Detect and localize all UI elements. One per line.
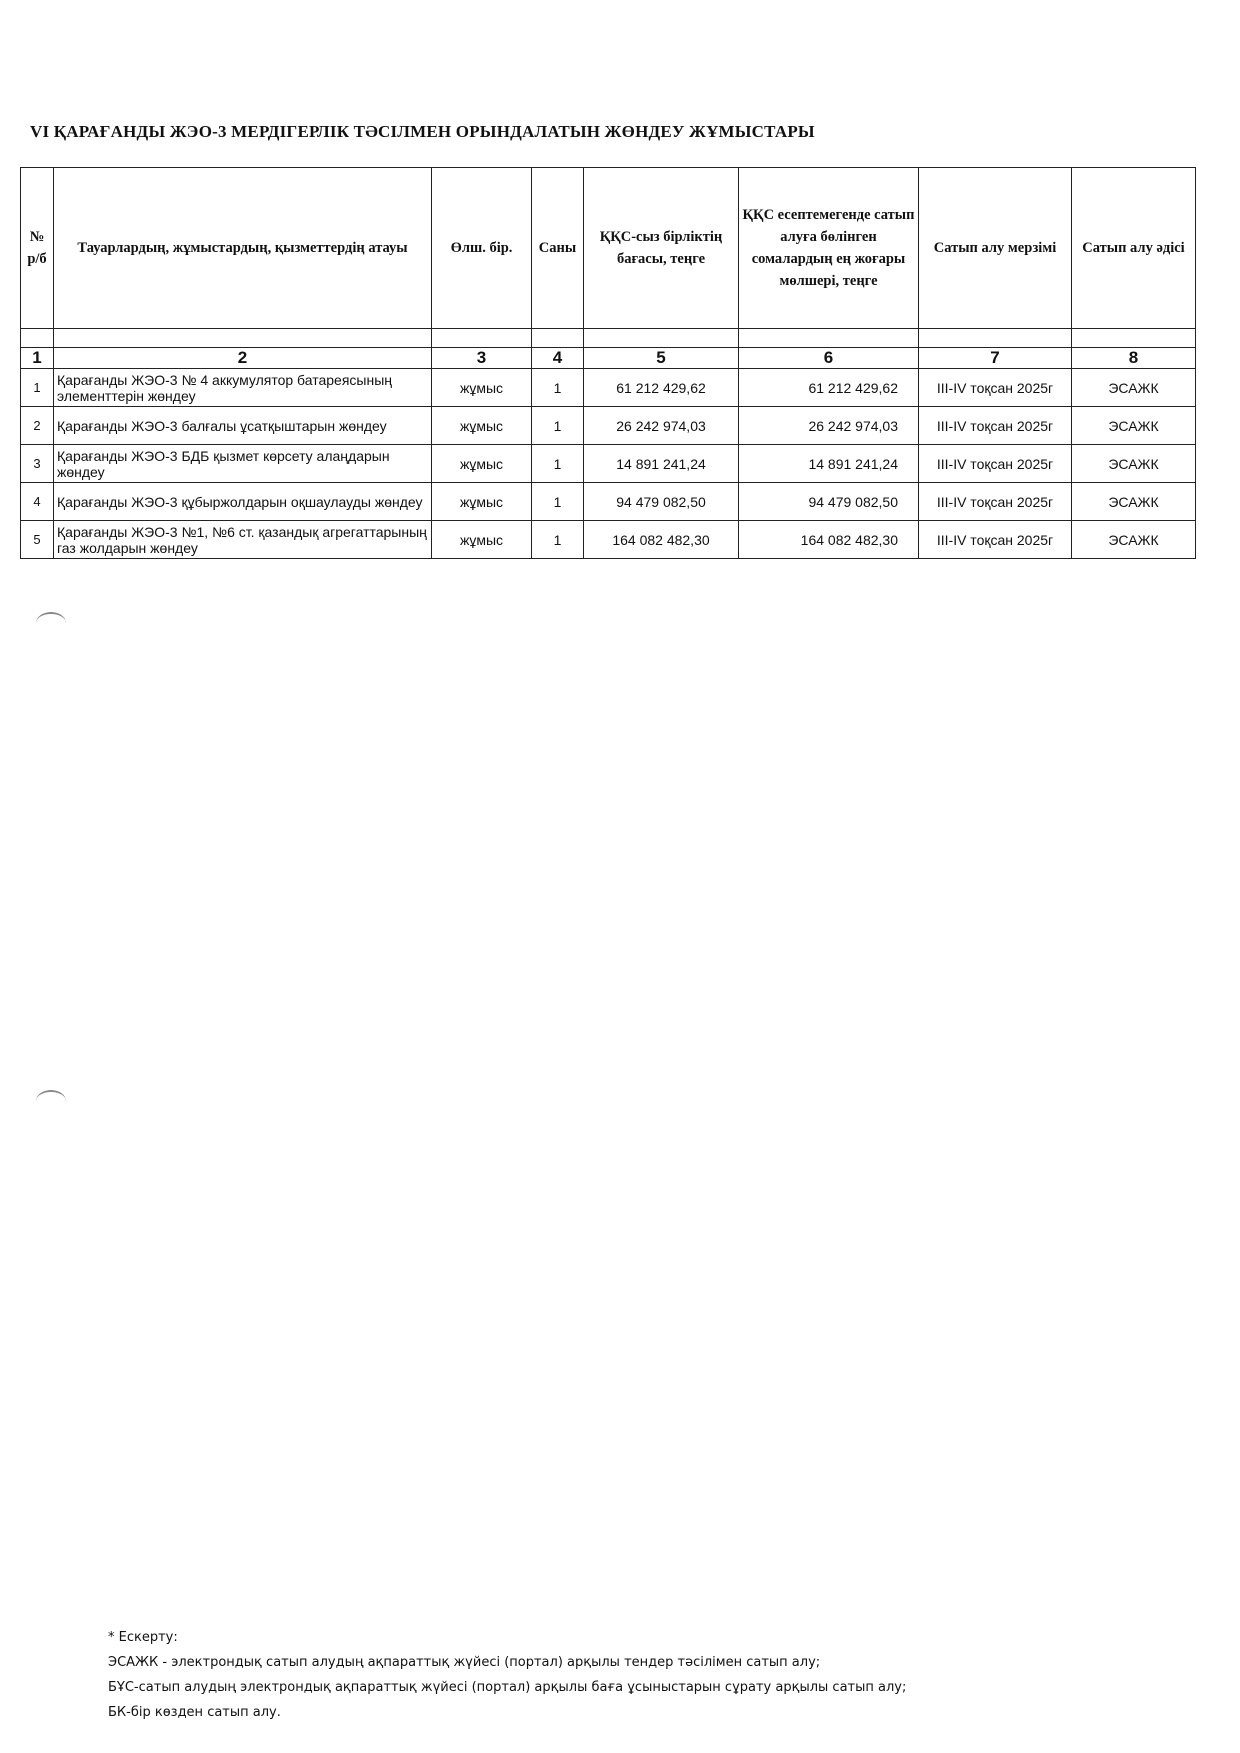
quantity: 1 (532, 407, 584, 445)
header-cell: Сатып алу әдісі (1072, 168, 1196, 329)
header-cell: Өлш. бір. (432, 168, 532, 329)
row-number: 2 (21, 407, 54, 445)
procurement-period: III-IV тоқсан 2025г (919, 445, 1072, 483)
table-row (21, 445, 1196, 483)
item-name: Қарағанды ЖЭО-3 балғалы ұсатқыштарын жөндеу (54, 407, 432, 445)
table-spacer-row (21, 329, 1196, 348)
procurement-method: ЭСАЖК (1072, 521, 1196, 559)
column-number: 8 (1072, 348, 1196, 369)
unit: жұмыс (432, 445, 532, 483)
footnote (108, 1625, 906, 1725)
column-number: 2 (54, 348, 432, 369)
table-header-row (21, 168, 1196, 329)
unit: жұмыс (432, 407, 532, 445)
procurement-method: ЭСАЖК (1072, 369, 1196, 407)
quantity: 1 (532, 369, 584, 407)
column-number: 6 (739, 348, 919, 369)
procurement-method: ЭСАЖК (1072, 483, 1196, 521)
column-number: 7 (919, 348, 1072, 369)
item-name: Қарағанды ЖЭО-3 № 4 аккумулятор батареясының элементтерін жөндеу (54, 369, 432, 407)
max-amount: 61 212 429,62 (739, 369, 919, 407)
row-number: 5 (21, 521, 54, 559)
max-amount: 14 891 241,24 (739, 445, 919, 483)
row-number: 4 (21, 483, 54, 521)
column-number: 3 (432, 348, 532, 369)
unit-price: 26 242 974,03 (584, 407, 739, 445)
procurement-method: ЭСАЖК (1072, 407, 1196, 445)
footnote-heading: * Ескерту: (108, 1630, 178, 1645)
header-cell: № р/б (21, 168, 54, 329)
table-row (21, 407, 1196, 445)
quantity: 1 (532, 483, 584, 521)
procurement-period: III-IV тоқсан 2025г (919, 483, 1072, 521)
footnote-line: БК-бір көзден сатып алу. (108, 1705, 281, 1720)
item-name: Қарағанды ЖЭО-3 №1, №6 ст. қазандық агрегаттарының газ жолдарын жөндеу (54, 521, 432, 559)
column-number: 1 (21, 348, 54, 369)
quantity: 1 (532, 445, 584, 483)
punch-hole-mark (36, 612, 66, 634)
unit-price: 61 212 429,62 (584, 369, 739, 407)
table-row (21, 483, 1196, 521)
document-title: VI ҚАРАҒАНДЫ ЖЭО-3 МЕРДІГЕРЛІК ТӘСІЛМЕН ОРЫНДАЛАТЫН ЖӨНДЕУ ЖҰМЫСТАРЫ (30, 122, 815, 141)
table-row (21, 521, 1196, 559)
procurement-period: III-IV тоқсан 2025г (919, 407, 1072, 445)
header-cell: Сатып алу мерзімі (919, 168, 1072, 329)
procurement-method: ЭСАЖК (1072, 445, 1196, 483)
unit-price: 94 479 082,50 (584, 483, 739, 521)
max-amount: 164 082 482,30 (739, 521, 919, 559)
column-number: 4 (532, 348, 584, 369)
row-number: 1 (21, 369, 54, 407)
procurement-table (20, 167, 1196, 559)
footnote-line: ЭСАЖК - электрондық сатып алудың ақпараттық жүйесі (портал) арқылы тендер тәсілімен сатып алу; (108, 1655, 821, 1670)
header-cell: Тауарлардың, жұмыстардың, қызметтердің атауы (54, 168, 432, 329)
header-cell: ҚҚС есептемегенде сатып алуға бөлінген сомалардың ең жоғары мөлшері, теңге (739, 168, 919, 329)
unit: жұмыс (432, 521, 532, 559)
column-number: 5 (584, 348, 739, 369)
procurement-period: III-IV тоқсан 2025г (919, 521, 1072, 559)
unit-price: 164 082 482,30 (584, 521, 739, 559)
row-number: 3 (21, 445, 54, 483)
table-row (21, 369, 1196, 407)
procurement-period: III-IV тоқсан 2025г (919, 369, 1072, 407)
footnote-line: БҰС-сатып алудың электрондық ақпараттық жүйесі (портал) арқылы баға ұсыныстарын сұрату арқылы сатып алу; (108, 1680, 907, 1695)
quantity: 1 (532, 521, 584, 559)
header-cell: ҚҚС-сыз бірліктің бағасы, теңге (584, 168, 739, 329)
column-number-row (21, 348, 1196, 369)
unit: жұмыс (432, 483, 532, 521)
max-amount: 94 479 082,50 (739, 483, 919, 521)
item-name: Қарағанды ЖЭО-3 БДБ қызмет көрсету алаңдарын жөндеу (54, 445, 432, 483)
unit: жұмыс (432, 369, 532, 407)
unit-price: 14 891 241,24 (584, 445, 739, 483)
max-amount: 26 242 974,03 (739, 407, 919, 445)
punch-hole-mark (36, 1090, 66, 1112)
header-cell: Саны (532, 168, 584, 329)
item-name: Қарағанды ЖЭО-3 құбыржолдарын оқшаулауды жөндеу (54, 483, 432, 521)
